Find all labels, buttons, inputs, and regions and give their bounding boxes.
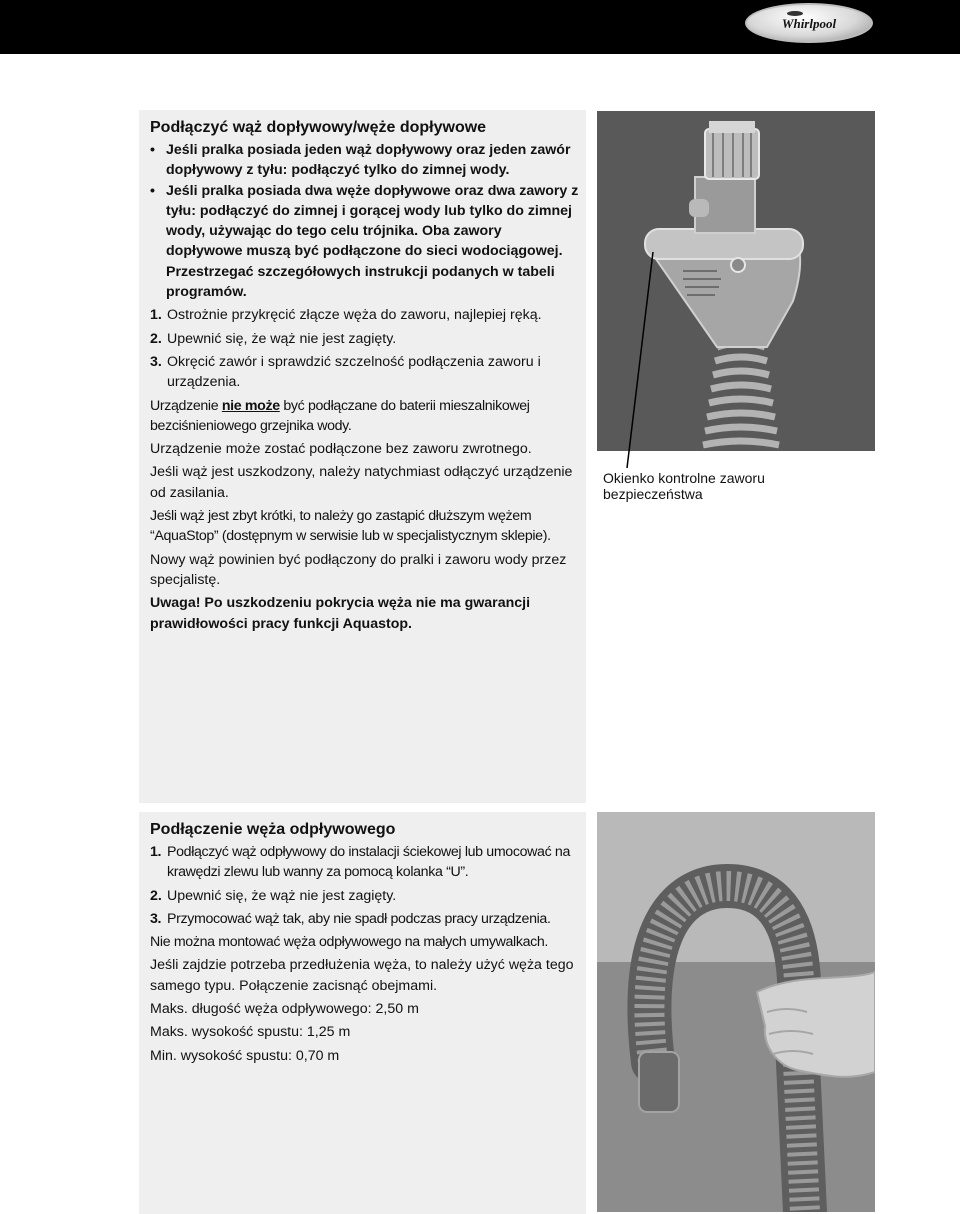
- step-number: 2.: [150, 887, 162, 904]
- inlet-valve-illustration: [597, 111, 875, 451]
- inlet-section-title: Podłączyć wąż dopływowy/węże dopływowe: [150, 119, 487, 136]
- inlet-bullet-list: [150, 140, 580, 302]
- whirlpool-logo: [745, 3, 873, 43]
- step-number: 2.: [150, 330, 162, 347]
- drain-section-title: Podłączenie węża odpływowego: [150, 821, 396, 838]
- drain-section: [150, 820, 580, 1069]
- step-1: [150, 305, 580, 325]
- drain-step-2: [150, 886, 580, 906]
- max-height-spec: Maks. wysokość spustu: 1,25 m: [150, 1024, 351, 1041]
- bullet-one-hose: • Jeśli pralka posiada jeden wąż dopływowy oraz jeden zawór dopływowy z tyłu: podłączyć tylko do zimnej wody.: [150, 140, 580, 181]
- step-text: Ostrożnie przykręcić złącze węża do zaworu, najlepiej ręką.: [167, 307, 542, 324]
- specialist-note: Nowy wąż powinien być podłączony do pralki i zaworu wody przez specjalistę.: [150, 551, 567, 588]
- step-3: [150, 352, 580, 393]
- max-length-spec: Maks. długość węża odpływowego: 2,50 m: [150, 1001, 419, 1018]
- drain-hose-photo: [597, 812, 875, 1212]
- min-height-spec: Min. wysokość spustu: 0,70 m: [150, 1047, 340, 1064]
- step-2: [150, 329, 580, 349]
- damaged-hose-note: Jeśli wąż jest uszkodzony, należy natychmiast odłączyć urządzenie od zasilania.: [150, 464, 573, 501]
- inlet-valve-photo: [597, 111, 875, 451]
- step-number: 1.: [150, 844, 162, 860]
- warning-label: Uwaga!: [150, 595, 201, 612]
- non-return-valve-note: Urządzenie może zostać podłączone bez zaworu zwrotnego.: [150, 441, 532, 458]
- step-number: 1.: [150, 307, 162, 324]
- short-hose-note: Jeśli wąż jest zbyt krótki, to należy go zastąpić dłuższym wężem “AquaStop” (dostępnym w serwisie lub w specjalistycznym sklepie).: [150, 508, 551, 545]
- aquastop-warning: [150, 593, 580, 634]
- step-text: Podłączyć wąż odpływowy do instalacji ściekowej lub umocować na krawędzi zlewu lub wanny za pomocą kolanka “U”.: [167, 844, 570, 881]
- logo-text: Whirlpool: [781, 16, 837, 31]
- small-basins-note: Nie można montować węża odpływowego na małych umywalkach.: [150, 934, 548, 951]
- step-text: Przymocować wąż tak, aby nie spadł podczas pracy urządzenia.: [167, 910, 551, 927]
- header-bar: [0, 0, 960, 54]
- safety-window-caption: Okienko kontrolne zaworu bezpieczeństwa: [603, 470, 765, 502]
- mixer-text-after: być podłączane do baterii mieszalnikowej bezciśnieniowego grzejnika wody.: [150, 397, 530, 434]
- step-text: Upewnić się, że wąż nie jest zagięty.: [167, 887, 397, 904]
- step-text: Okręcić zawór i sprawdzić szczelność podłączenia zaworu i urządzenia.: [167, 353, 541, 391]
- mixer-emphasis: nie może: [221, 397, 280, 414]
- bullet-two-hoses: • Jeśli pralka posiada dwa węże dopływowe oraz dwa zawory z tyłu: podłączyć do zimnej i gorącej wody lub tylko do zimnej wody, używając do tego celu trójnika. Oba zawory dopływowe muszą być podłączone do sieci wodociągowej. Przestrzegać szczegółowych instrukcji podanych w tabeli programów.: [150, 181, 580, 303]
- extension-note: Jeśli zajdzie potrzeba przedłużenia węża, to należy użyć węża tego samego typu. Połączenie zacisnąć obejmami.: [150, 957, 574, 994]
- mixer-warning-paragraph: [150, 396, 580, 437]
- drain-step-1: [150, 842, 580, 883]
- step-number: 3.: [150, 353, 162, 370]
- drain-hose-illustration: [597, 812, 875, 1212]
- step-number: 3.: [150, 910, 162, 927]
- inlet-section: [150, 118, 580, 637]
- step-text: Upewnić się, że wąż nie jest zagięty.: [167, 330, 397, 347]
- drain-step-3: [150, 909, 580, 929]
- mixer-text-before: Urządzenie: [150, 397, 219, 414]
- warning-text: Po uszkodzeniu pokrycia węża nie ma gwarancji prawidłowości pracy funkcji Aquastop.: [150, 595, 531, 632]
